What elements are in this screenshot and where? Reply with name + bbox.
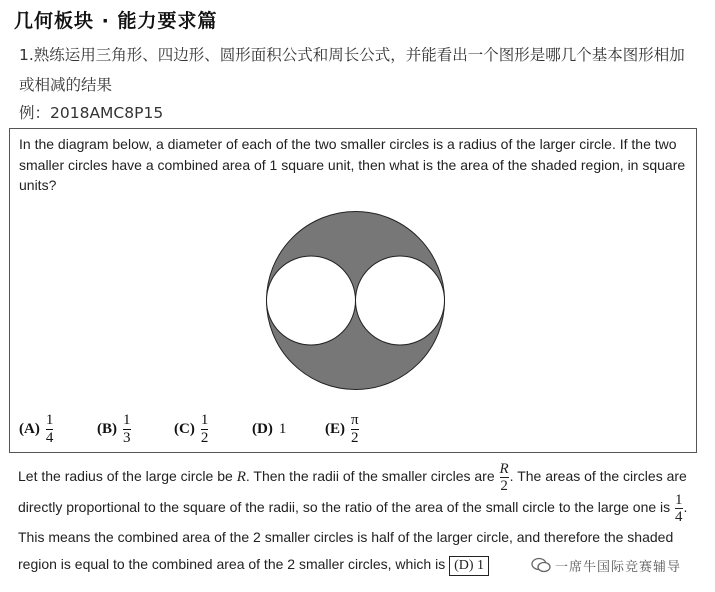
ratio-fraction [675,493,683,524]
choice-b-numerator: 1 [123,411,131,428]
choice-a-numerator: 1 [45,411,54,428]
solution-part-3: . The areas of the circles are directly proportional to the square of the radii, so the ratio of the area of the small circle to the large one is [18,468,687,516]
choice-c-numerator: 1 [200,411,209,428]
problem-box [9,128,697,453]
ratio-numerator: 1 [675,492,683,508]
small-circle-left [267,256,356,345]
choice-a [19,407,53,451]
watermark-text: 一席牛国际竞赛辅导 [555,559,682,575]
solution-part-1: Let the radius of the large circle be [18,468,233,485]
choice-b [97,407,131,451]
choice-b-denominator: 3 [123,429,131,446]
problem-text: In the diagram below, a diameter of each of the two smaller circles is a radius of the larger circle. If the two smaller circles have a combined area of 1 square unit, then what is the area of the shaded region, in square units? [19,136,686,193]
choice-d [252,407,286,451]
half-radius-fraction [500,462,509,493]
choice-b-label: (B) [97,420,117,437]
choice-d-value: 1 [278,420,287,437]
choice-e [325,407,359,451]
watermark [527,551,685,579]
choice-e-denominator: 2 [351,429,359,446]
boxed-answer: (D) 1 [449,556,489,576]
wechat-logo-icon [531,557,551,573]
choice-e-numerator: π [351,411,359,428]
half-radius-denominator: 2 [500,478,508,494]
choice-d-label: (D) [252,420,273,437]
choice-c-fraction [201,412,209,447]
page-heading: 几何板块 · 能力要求篇 [14,10,218,32]
choice-a-denominator: 4 [45,429,54,446]
choice-c-label: (C) [174,420,195,437]
choice-c-denominator: 2 [200,429,209,446]
choice-e-fraction [351,412,359,447]
choice-a-fraction [46,412,54,447]
circles-diagram [263,208,448,393]
choice-e-label: (E) [325,420,345,437]
choice-a-label: (A) [19,420,40,437]
solution-part-2: . Then the radii of the smaller circles are [245,468,495,485]
solution-part-4: . This means the combined area of the 2 smaller circles is half of the larger circle, and therefore the shaded region is equal to the combined area of the 2 smaller circles, which is [18,499,688,572]
small-circle-right [356,256,445,345]
intro-text: 1.熟练运用三角形、四边形、圆形面积公式和周长公式，并能看出一个图形是哪几个基本图形相加或相减的结果 [19,46,685,94]
example-label: 例：2018AMC8P15 [19,104,164,122]
choice-c [174,407,208,451]
ratio-denominator: 4 [675,509,683,525]
half-radius-numerator: R [499,461,509,477]
answer-choices [19,407,439,451]
choice-b-fraction [123,412,131,447]
radius-variable: R [236,469,246,486]
